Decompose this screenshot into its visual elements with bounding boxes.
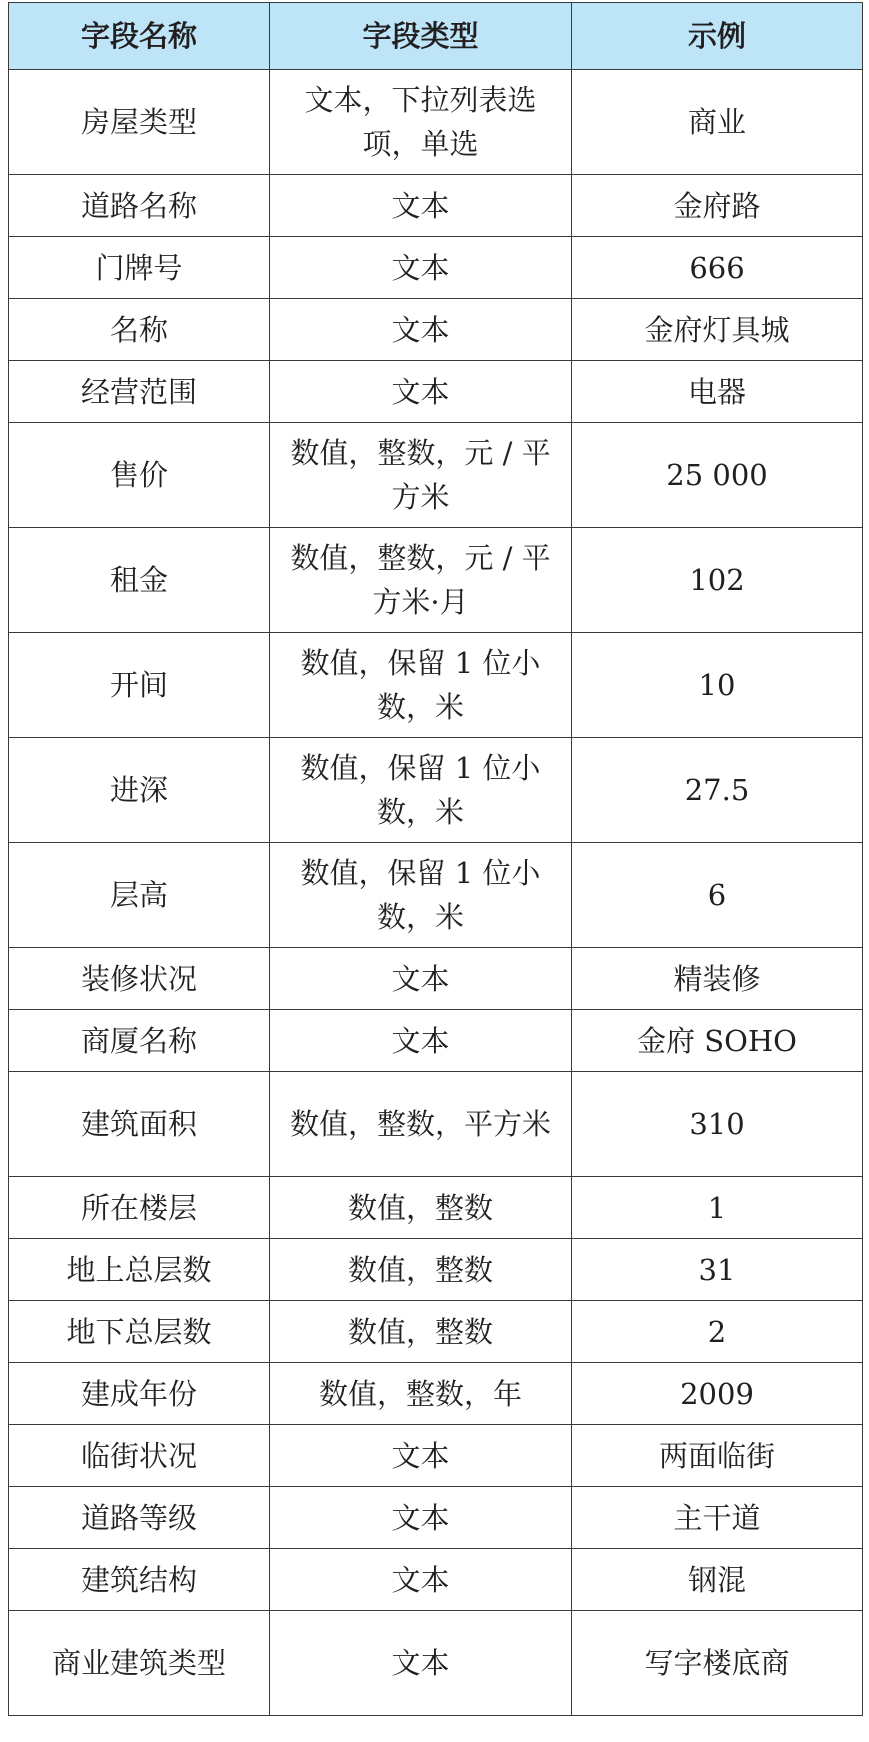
cell-example: 金府路 [572,175,863,237]
cell-field-name: 道路名称 [9,175,270,237]
cell-field-type: 数值，整数，元 / 平方米·月 [270,528,572,633]
table-row [9,1549,863,1611]
cell-field-name: 建成年份 [9,1363,270,1425]
table-row [9,1301,863,1363]
cell-field-name: 商厦名称 [9,1010,270,1072]
table-row [9,528,863,633]
cell-example: 写字楼底商 [572,1611,863,1716]
cell-field-type: 文本 [270,1010,572,1072]
table-row [9,1487,863,1549]
cell-field-type: 数值，整数，元 / 平方米 [270,423,572,528]
cell-field-name: 售价 [9,423,270,528]
header-field-name: 字段名称 [9,3,270,70]
cell-example: 精装修 [572,948,863,1010]
cell-field-name: 门牌号 [9,237,270,299]
cell-example: 钢混 [572,1549,863,1611]
table-row [9,633,863,738]
table-row [9,1363,863,1425]
cell-field-type: 文本 [270,1549,572,1611]
cell-field-type: 文本 [270,299,572,361]
cell-example: 商业 [572,70,863,175]
cell-example: 2 [572,1301,863,1363]
cell-example: 金府 SOHO [572,1010,863,1072]
table-body [9,70,863,1716]
table-row [9,1239,863,1301]
cell-field-type: 数值，保留 1 位小数，米 [270,738,572,843]
cell-field-name: 开间 [9,633,270,738]
table-row [9,1177,863,1239]
cell-field-type: 数值，整数 [270,1177,572,1239]
cell-example: 2009 [572,1363,863,1425]
cell-field-name: 地下总层数 [9,1301,270,1363]
table-row [9,738,863,843]
cell-field-type: 数值，保留 1 位小数，米 [270,633,572,738]
cell-field-name: 临街状况 [9,1425,270,1487]
table-row [9,423,863,528]
cell-example: 主干道 [572,1487,863,1549]
cell-field-type: 文本，下拉列表选项，单选 [270,70,572,175]
cell-example: 31 [572,1239,863,1301]
cell-example: 电器 [572,361,863,423]
cell-field-type: 文本 [270,1611,572,1716]
table-row [9,175,863,237]
cell-field-name: 进深 [9,738,270,843]
cell-example: 666 [572,237,863,299]
cell-field-name: 建筑结构 [9,1549,270,1611]
header-example: 示例 [572,3,863,70]
cell-example: 102 [572,528,863,633]
cell-field-type: 文本 [270,1487,572,1549]
cell-field-type: 数值，保留 1 位小数，米 [270,843,572,948]
cell-field-type: 文本 [270,237,572,299]
cell-example: 1 [572,1177,863,1239]
table-row [9,237,863,299]
table-header-row [9,3,863,70]
cell-field-name: 装修状况 [9,948,270,1010]
table-row [9,843,863,948]
cell-field-type: 文本 [270,1425,572,1487]
cell-field-name: 建筑面积 [9,1072,270,1177]
cell-field-name: 经营范围 [9,361,270,423]
table-row [9,299,863,361]
cell-example: 310 [572,1072,863,1177]
cell-field-type: 文本 [270,361,572,423]
table-row [9,948,863,1010]
cell-field-type: 数值，整数，年 [270,1363,572,1425]
cell-example: 金府灯具城 [572,299,863,361]
table-row [9,1611,863,1716]
cell-field-type: 数值，整数 [270,1239,572,1301]
cell-field-name: 所在楼层 [9,1177,270,1239]
cell-field-type: 文本 [270,948,572,1010]
field-definition-table [8,2,863,1716]
cell-example: 6 [572,843,863,948]
cell-example: 25 000 [572,423,863,528]
header-field-type: 字段类型 [270,3,572,70]
cell-field-name: 层高 [9,843,270,948]
table-row [9,1010,863,1072]
cell-field-name: 道路等级 [9,1487,270,1549]
cell-field-type: 数值，整数，平方米 [270,1072,572,1177]
cell-field-name: 地上总层数 [9,1239,270,1301]
cell-field-name: 房屋类型 [9,70,270,175]
cell-example: 10 [572,633,863,738]
cell-field-type: 数值，整数 [270,1301,572,1363]
cell-field-name: 商业建筑类型 [9,1611,270,1716]
cell-example: 27.5 [572,738,863,843]
table-row [9,361,863,423]
cell-field-type: 文本 [270,175,572,237]
table-row [9,70,863,175]
cell-field-name: 租金 [9,528,270,633]
cell-field-name: 名称 [9,299,270,361]
cell-example: 两面临街 [572,1425,863,1487]
table-row [9,1072,863,1177]
table-row [9,1425,863,1487]
